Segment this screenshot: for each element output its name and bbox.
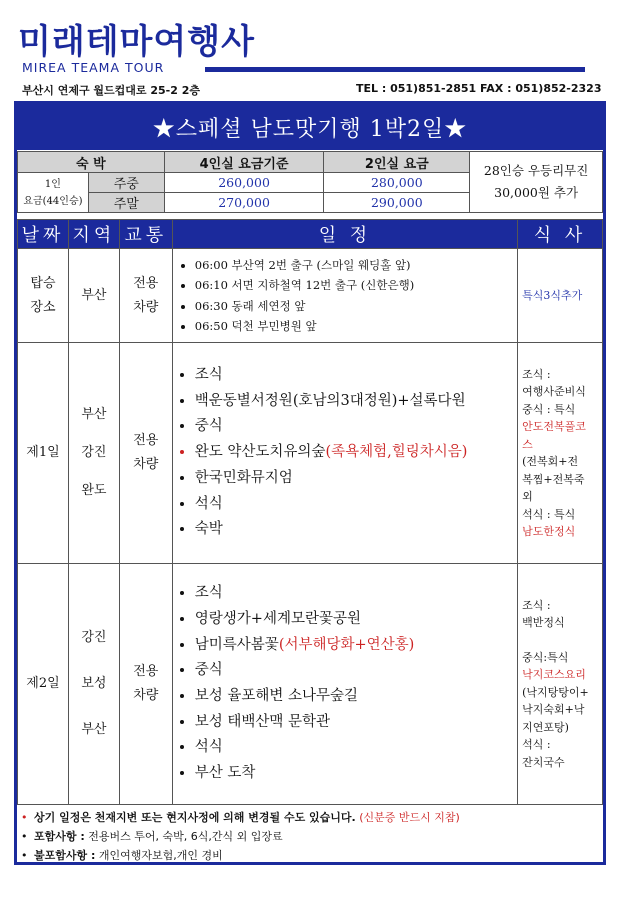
meal-text: 조식 : 백반정식: [522, 598, 565, 630]
rate-header-4person: 4인실 요금기준: [164, 152, 324, 173]
list-item: • 석식: [195, 735, 517, 761]
row-day2-region-2: 보성: [81, 676, 107, 691]
meal-highlight: 안도전복풀코 스: [522, 420, 586, 451]
note-highlight: (신분증 반드시 지참): [359, 811, 460, 824]
row-boarding-date: 탑승 장소: [18, 249, 69, 343]
list-item: • 중식: [195, 658, 517, 684]
row-day2-region-3: 부산: [81, 722, 107, 737]
company-logo-english: MIREA TEAMA TOUR: [22, 60, 165, 75]
meal-text: 조식 : 여행사준비식 중식 : 특식: [522, 367, 586, 416]
note-item: [20, 846, 600, 865]
rate-per-person: [18, 173, 89, 213]
rate-header-2person: 2인실 요금: [324, 152, 470, 173]
rate-option: [470, 152, 603, 213]
schedule-table: [17, 219, 603, 805]
schedule-header-region: 지역: [68, 220, 119, 249]
list-item-highlight: (족욕체험,힐링차시음): [325, 444, 468, 461]
rate-weekday-4: 260,000: [164, 173, 324, 193]
row-day2-region-1: 강진: [81, 630, 107, 645]
company-contact: TEL : 051)851-2851 FAX : 051)852-2323: [356, 82, 602, 95]
tour-title: ★스페셜 남도맛기행 1박2일★: [17, 104, 603, 150]
schedule-header-meals: 식 사: [518, 220, 603, 249]
notes: [20, 808, 600, 865]
note-label: 불포함사항 :: [34, 849, 96, 862]
row-boarding-region: 부산: [68, 249, 119, 343]
list-item: [195, 633, 517, 659]
rate-weekday-2: 280,000: [324, 173, 470, 193]
list-item: • 중식: [195, 414, 517, 440]
bullet-icon: •: [21, 849, 28, 862]
row-day1-meal: [518, 343, 603, 564]
rate-weekend-label: 주말: [88, 193, 164, 213]
meal-spacer: [522, 632, 602, 649]
row-boarding-meal: 특식3식추가: [518, 249, 603, 343]
list-item: • 조식: [195, 581, 517, 607]
list-item: • 부산 도착: [195, 761, 517, 787]
list-item: • 조식: [195, 363, 517, 389]
row-day2-itinerary: [172, 564, 517, 805]
row-day1-date: 제1일: [18, 343, 69, 564]
list-item: [195, 440, 517, 466]
list-item: • 06:10 서면 지하철역 12번 출구 (신한은행): [195, 275, 517, 296]
list-item: • 석식: [195, 492, 517, 518]
list-item: • 보성 율포해변 소나무숲길: [195, 684, 517, 710]
list-item: • 06:50 덕천 부민병원 앞: [195, 316, 517, 337]
row-day2-transport: 전용 차량: [119, 564, 172, 805]
logo-rule: [205, 67, 585, 72]
list-item-highlight: (서부해당화+연산홍): [278, 636, 415, 653]
bullet-icon: •: [21, 830, 28, 843]
rate-weekday-label: 주중: [88, 173, 164, 193]
list-item: • 백운동별서정원(호남의3대정원)+설록다원: [195, 389, 517, 415]
row-day1-transport: 전용 차량: [119, 343, 172, 564]
bullet-icon: •: [21, 811, 28, 824]
company-address: 부산시 연제구 월드컵대로 25-2 2층: [22, 84, 201, 97]
meal-highlight: 낙지코스요리: [522, 668, 586, 682]
meal-highlight: 남도한정식: [522, 525, 576, 538]
list-item: • 한국민화뮤지엄: [195, 466, 517, 492]
meal-text: (낙지탕탕이+ 낙지숙회+낙 지연포탕): [522, 685, 589, 734]
row-boarding-transport: 전용 차량: [119, 249, 172, 343]
schedule-header-itinerary: 일 정: [172, 220, 517, 249]
company-logo: 미래테마여행사: [18, 22, 255, 62]
list-item: • 06:30 동래 세연정 앞: [195, 296, 517, 317]
note-text: 개인여행자보험,개인 경비: [98, 849, 223, 862]
meal-text: (전복회+전 복찜+전복죽 외: [522, 455, 585, 503]
row-day1-itinerary: [172, 343, 517, 564]
rate-weekend-2: 290,000: [324, 193, 470, 213]
schedule-header-transport: 교통: [119, 220, 172, 249]
meal-text: 석식 : 잔치국수: [522, 738, 565, 769]
note-label: 포함사항 :: [34, 830, 85, 843]
rate-per-person-note: 요금(44인승): [23, 195, 83, 207]
rate-option-line2: 30,000원 추가: [494, 185, 579, 200]
note-text: 전용버스 투어, 숙박, 6식,간식 외 입장료: [88, 830, 283, 843]
note-text: 상기 일정은 천재지변 또는 현지사정에 의해 변경될 수도 있습니다.: [34, 811, 356, 824]
note-item: [20, 808, 600, 827]
note-item: [20, 827, 600, 846]
list-item: • 보성 태백산맥 문학관: [195, 710, 517, 736]
row-day2-meal: [518, 564, 603, 805]
rate-header-lodging: 숙 박: [18, 152, 165, 173]
list-item: • 숙박: [195, 517, 517, 543]
rate-option-line1: 28인승 우등리무진: [483, 163, 589, 178]
list-item-text: 남미륵사봄꽃: [194, 636, 279, 653]
row-day2-date: 제2일: [18, 564, 69, 805]
list-item: • 06:00 부산역 2번 출구 (스마일 웨딩홀 앞): [195, 255, 517, 276]
list-item-text: 완도 약산도치유의숲: [194, 444, 326, 461]
row-day1-region: [68, 343, 119, 564]
row-day2-region: [68, 564, 119, 805]
row-boarding-itinerary: [172, 249, 517, 343]
rate-weekend-4: 270,000: [164, 193, 324, 213]
list-item: • 영랑생가+세계모란꽃공원: [195, 607, 517, 633]
row-day1-region-2: 강진: [81, 445, 107, 460]
meal-text: 중식:특식: [522, 650, 569, 664]
schedule-header-date: 날짜: [18, 220, 69, 249]
meal-text: 석식 : 특식: [522, 507, 576, 521]
rate-per-person-label: 1인: [44, 178, 61, 190]
row-day1-region-1: 부산: [81, 407, 107, 422]
rate-table: [17, 151, 603, 213]
row-day1-region-3: 완도: [81, 483, 107, 498]
